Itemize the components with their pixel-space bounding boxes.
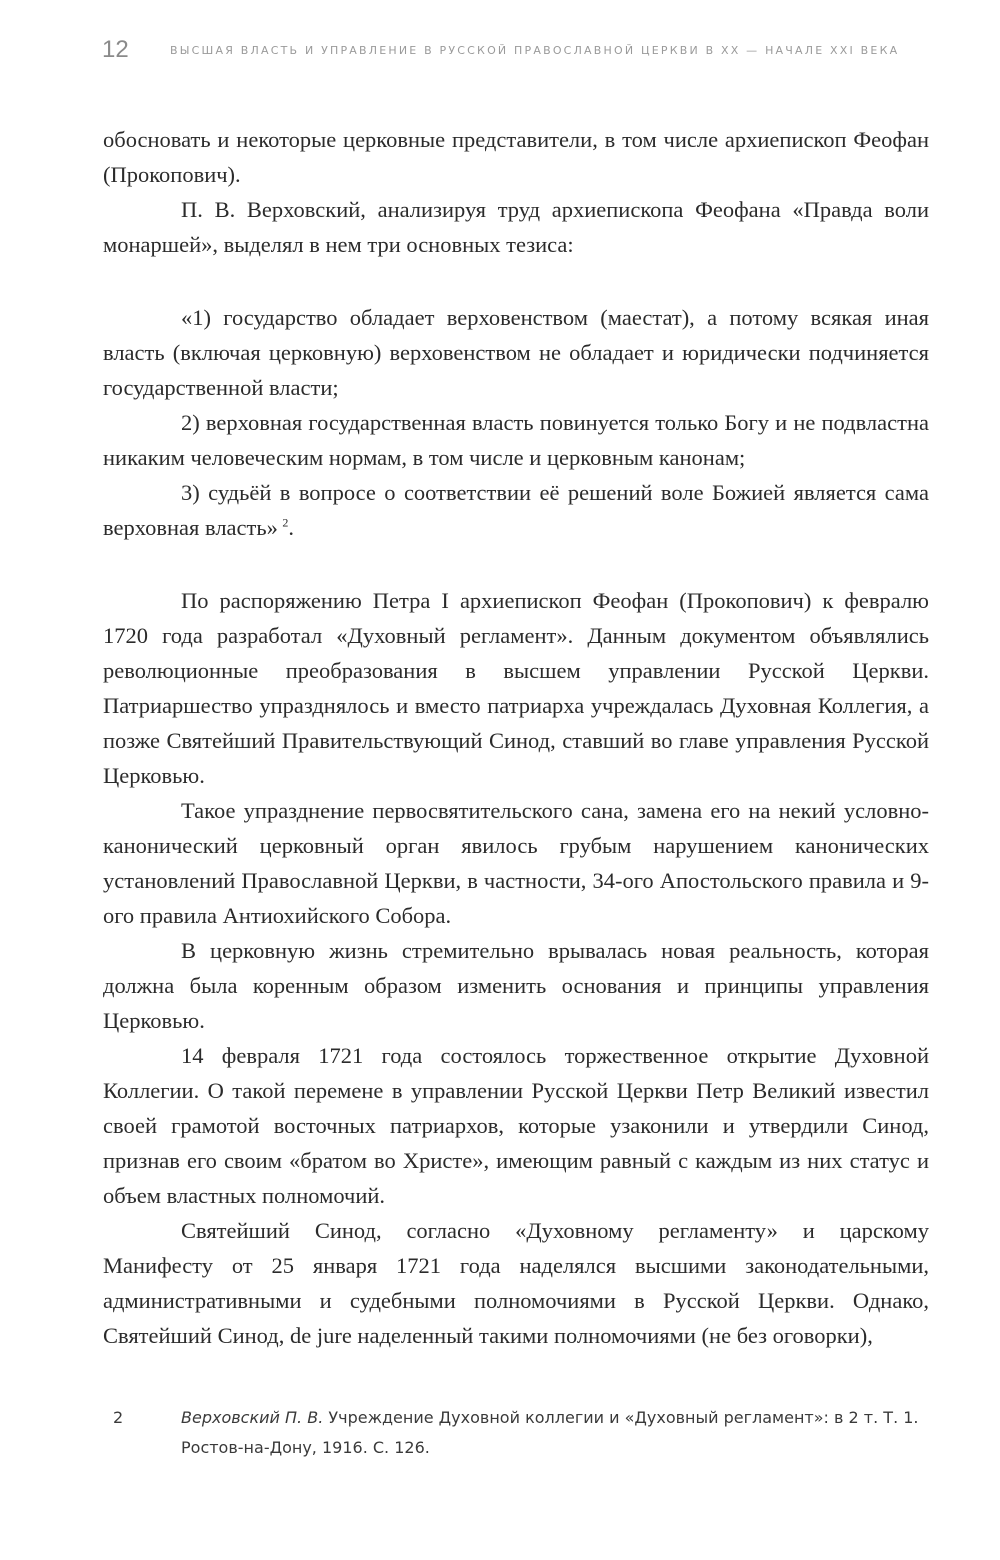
running-title: ВЫСШАЯ ВЛАСТЬ И УПРАВЛЕНИЕ В РУССКОЙ ПРАВОСЛАВНОЙ ЦЕРКВИ В XX — НАЧАЛЕ XXI ВЕКА [170, 43, 900, 57]
paragraph-7: Святейший Синод, согласно «Духовному регламенту» и царскому Манифесту от 25 января 1721 года наделялся высшими законодательными, административными и судебными полномочиями в Русской Церкви. Однако, Святейший Синод, de jure наделенный такими полномочиями (не без оговорки), [103, 1218, 929, 1348]
paragraph-6: 14 февраля 1721 года состоялось торжественное открытие Духовной Коллегии. О такой перемене в управлении Русской Церкви Петр Великий известил своей грамотой восточных патриархов, которые узаконили и утвердили Синод, признав его своим «братом во Христе», имеющим равный с каждым из них статус и объем властных полномочий. [103, 1043, 929, 1208]
footnote-reference: 2 [282, 515, 289, 530]
quote-item-3-text: 3) судьёй в вопросе о соответствии её решений воле Божией является сама верховная власть» [103, 480, 929, 540]
block-quote [103, 300, 929, 545]
quote-item-3 [103, 475, 929, 545]
paragraph-5: В церковную жизнь стремительно врывалась новая реальность, которая должна была коренным образом изменить основания и принципы управления Церковью. [103, 938, 929, 1033]
quote-item-2: 2) верховная государственная власть повинуется только Богу и не подвластна никаким человеческим нормам, в том числе и церковным канонам; [103, 410, 929, 470]
paragraph-4: Такое упразднение первосвятительского сана, замена его на некий условно-канонический церковный орган явилось грубым нарушением канонических установлений Православной Церкви, в частности, 34-ого Апостольского правила и 9-ого правила Антиохийского Собора. [103, 798, 929, 928]
quote-end-punctuation: . [288, 515, 295, 540]
page-number: 12 [102, 36, 129, 63]
footnote-text [181, 1403, 929, 1463]
quote-item-1: «1) государство обладает верховенством (маестат), а потому всякая иная власть (включая церковную) верховенством не обладает и юридически подчиняется государственной власти; [103, 305, 929, 400]
footnote-number: 2 [113, 1408, 124, 1427]
footnote-citation: Учреждение Духовной коллегии и «Духовный регламент»: в 2 т. Т. 1. Ростов-на-Дону, 1916. С. 126. [181, 1408, 919, 1457]
footnote [103, 1403, 929, 1463]
paragraph-1: обосновать и некоторые церковные представители, в том числе архиепископ Феофан (Прокопович). [103, 127, 929, 187]
running-header [102, 30, 932, 70]
paragraph-3: По распоряжению Петра I архиепископ Феофан (Прокопович) к февралю 1720 года разработал «Духовный регламент». Данным документом объявлялись революционные преобразования в высшем управлении Русской Церкви. Патриаршество упразднялось и вместо патриарха учреждалась Духовная Коллегия, а позже Святейший Правительствующий Синод, ставший во главе управления Русской Церковью. [103, 588, 929, 788]
main-text [103, 122, 929, 1353]
paragraph-2: П. В. Верховский, анализируя труд архиепископа Феофана «Правда воли монаршей», выделял в нем три основных тезиса: [103, 197, 929, 257]
footnote-author: Верховский П. В. [181, 1408, 324, 1427]
